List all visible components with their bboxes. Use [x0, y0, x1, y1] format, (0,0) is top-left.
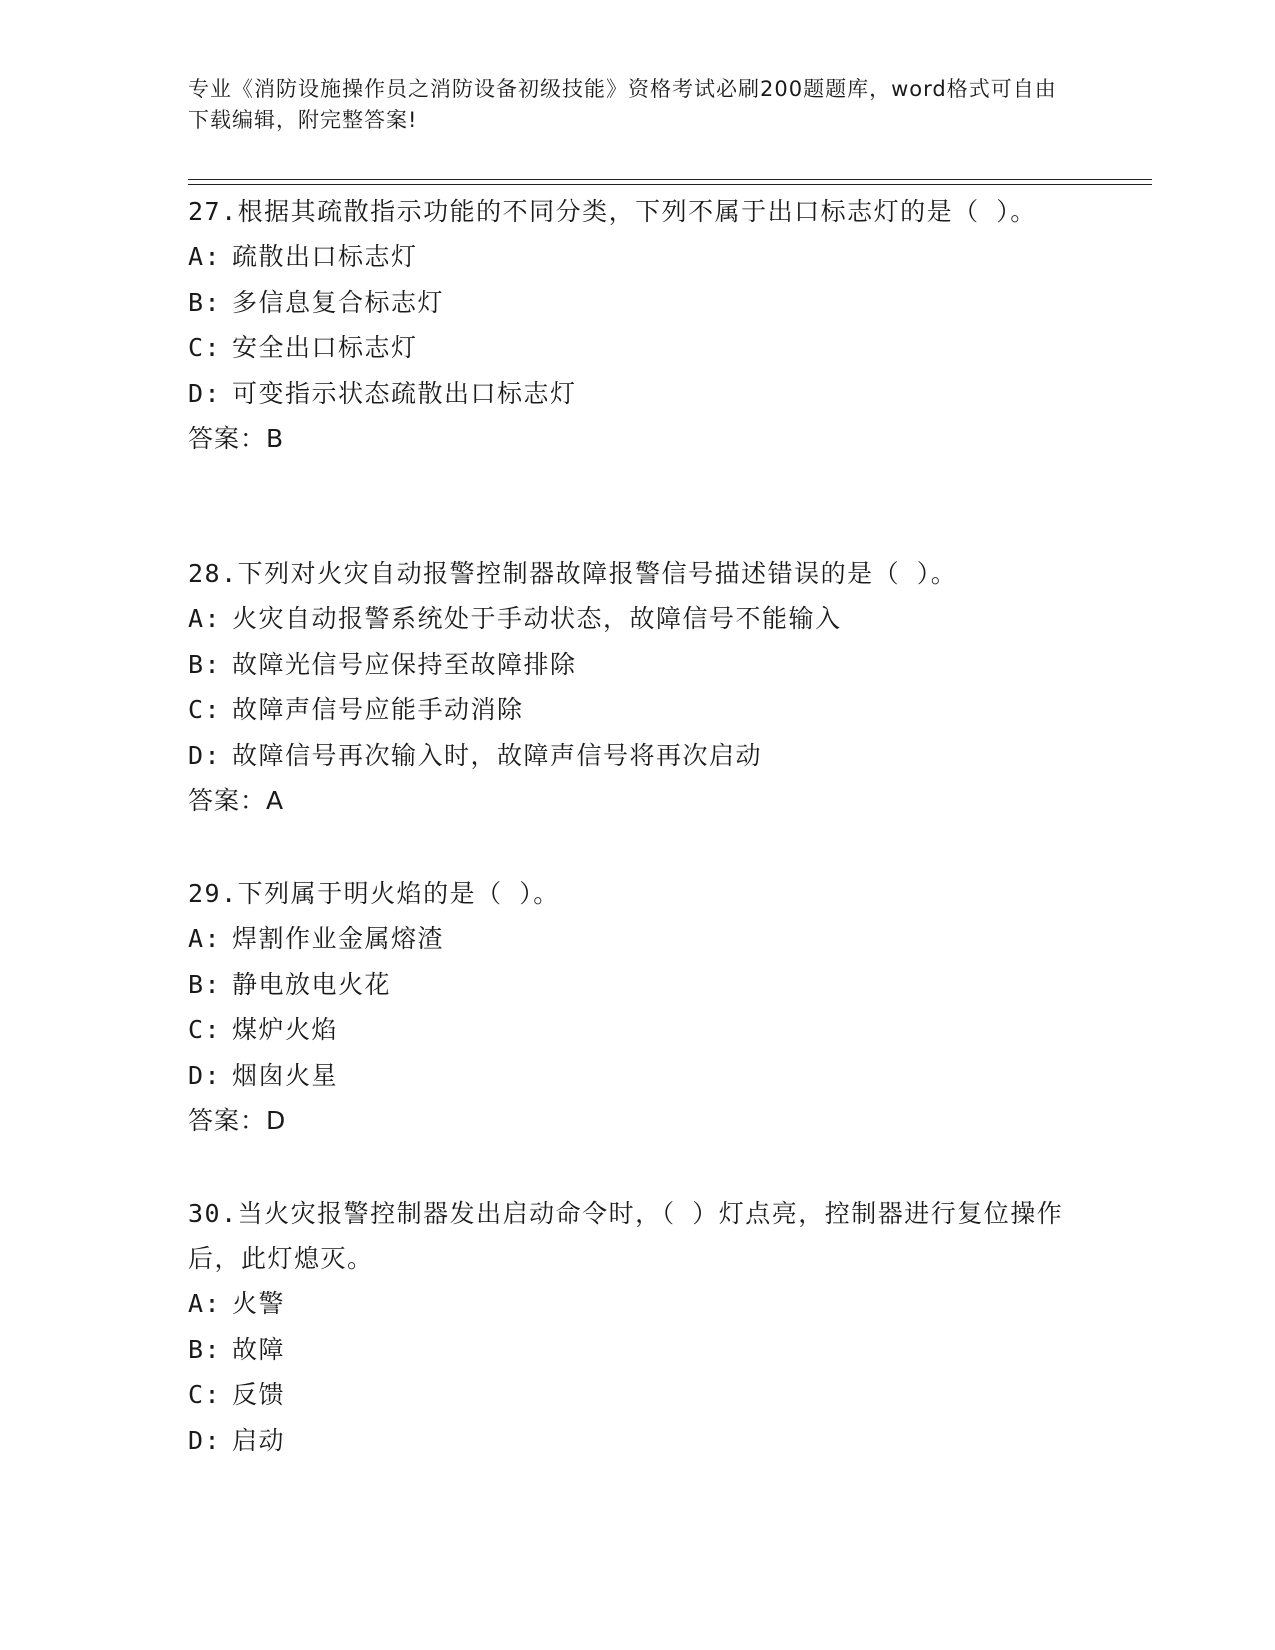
option-text: 多信息复合标志灯 [232, 287, 445, 317]
option-text: 可变指示状态疏散出口标志灯 [232, 378, 577, 408]
option-text: 故障 [232, 1334, 286, 1364]
question-stem: 30.当火灾报警控制器发出启动命令时，（ ）灯点亮，控制器进行复位操作后，此灯熄灭。 [188, 1199, 1064, 1273]
option-text: 反馈 [232, 1380, 286, 1409]
option-c [188, 1007, 1088, 1053]
option-key: D: [188, 378, 222, 408]
question-29 [188, 871, 1088, 1144]
option-key: C: [188, 695, 222, 724]
option-text: 启动 [232, 1425, 286, 1455]
option-d [188, 1418, 1088, 1464]
option-c [188, 325, 1088, 371]
option-text: 故障信号再次输入时，故障声信号将再次启动 [232, 740, 763, 770]
option-key: A: [188, 604, 222, 633]
option-a [188, 1281, 1088, 1327]
option-key: B: [188, 649, 222, 679]
option-key: C: [188, 1015, 222, 1044]
option-key: B: [188, 969, 222, 999]
option-a [188, 596, 1088, 642]
option-text: 烟囱火星 [232, 1060, 339, 1090]
option-text: 火警 [232, 1289, 286, 1318]
option-key: A: [188, 242, 222, 271]
question-stem: 28.下列对火灾自动报警控制器故障报警信号描述错误的是（ ）。 [188, 559, 958, 588]
option-b [188, 280, 1088, 326]
answer-line: 答案：B [188, 424, 285, 453]
answer-line: 答案：A [188, 786, 285, 815]
option-key: D: [188, 740, 222, 770]
header-divider-bottom [188, 184, 1152, 185]
option-key: C: [188, 333, 222, 362]
option-d [188, 371, 1088, 417]
question-stem: 29.下列属于明火焰的是（ ）。 [188, 879, 560, 908]
option-key: A: [188, 924, 222, 953]
option-b [188, 1327, 1088, 1373]
option-key: B: [188, 287, 222, 317]
question-27 [188, 189, 1088, 462]
option-text: 故障光信号应保持至故障排除 [232, 649, 577, 679]
option-c [188, 687, 1088, 733]
header-divider-top [188, 179, 1152, 180]
option-c [188, 1372, 1088, 1418]
option-text: 煤炉火焰 [232, 1015, 339, 1044]
option-d [188, 1053, 1088, 1099]
option-a [188, 234, 1088, 280]
option-b [188, 962, 1088, 1008]
option-text: 疏散出口标志灯 [232, 242, 418, 271]
answer-line: 答案：D [188, 1106, 287, 1135]
option-d [188, 733, 1088, 779]
option-b [188, 642, 1088, 688]
option-a [188, 916, 1088, 962]
option-key: D: [188, 1425, 222, 1455]
option-key: D: [188, 1060, 222, 1090]
option-key: C: [188, 1380, 222, 1409]
question-30 [188, 1191, 1088, 1463]
document-header: 专业《消防设施操作员之消防设备初级技能》资格考试必刷200题题库，word格式可自由下载编辑，附完整答案! [188, 77, 1057, 132]
question-28 [188, 551, 1088, 824]
option-key: A: [188, 1289, 222, 1318]
option-key: B: [188, 1334, 222, 1364]
option-text: 焊割作业金属熔渣 [232, 924, 445, 953]
option-text: 故障声信号应能手动消除 [232, 695, 524, 724]
option-text: 安全出口标志灯 [232, 333, 418, 362]
option-text: 火灾自动报警系统处于手动状态，故障信号不能输入 [232, 604, 842, 633]
question-stem: 27.根据其疏散指示功能的不同分类，下列不属于出口标志灯的是（ ）。 [188, 197, 1037, 226]
option-text: 静电放电火花 [232, 969, 392, 999]
